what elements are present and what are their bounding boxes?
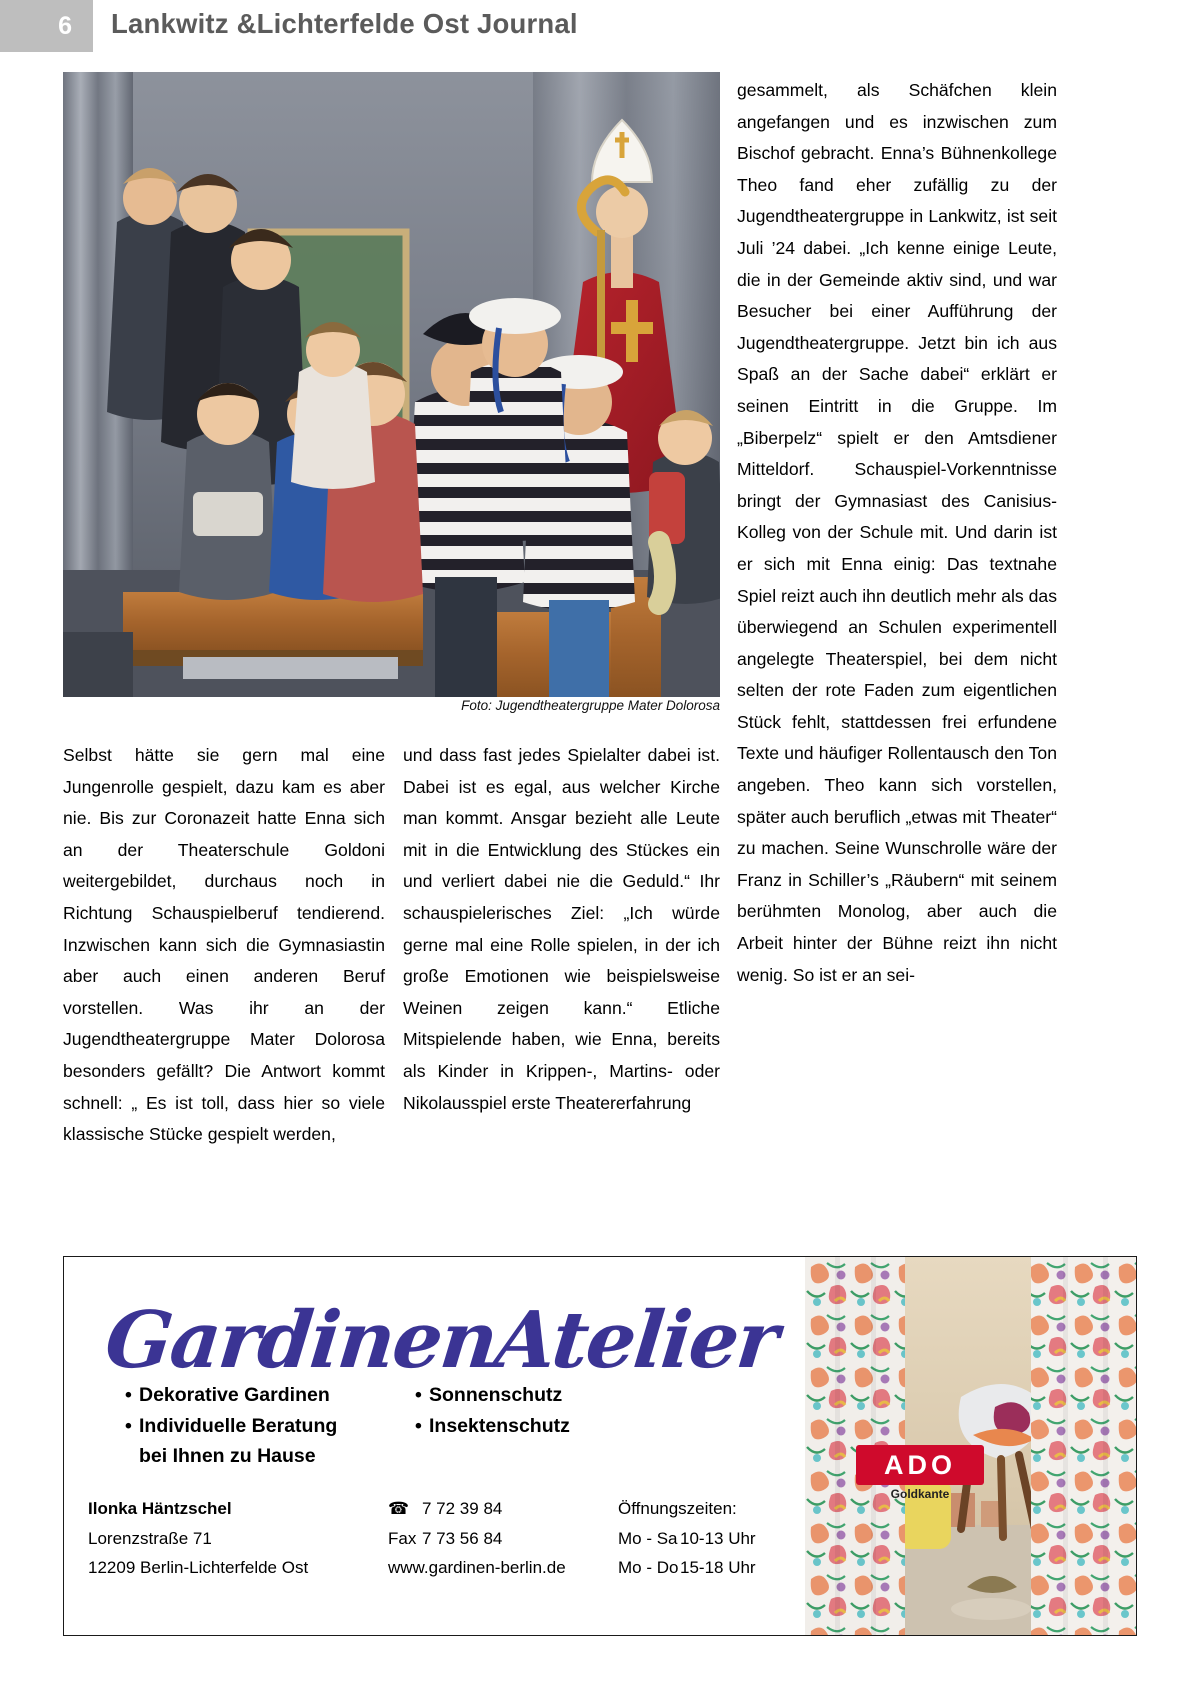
photo-illustration [63,72,720,697]
article-column-1 [63,740,385,1151]
ado-brand-tagline: Goldkante [890,1487,950,1501]
contact-street: Lorenzstraße 71 [88,1528,212,1548]
gardinen-atelier-logo-text: GardinenAtelier [101,1295,782,1386]
service-label: Sonnenschutz [429,1384,563,1406]
hours-days: Mo - Sa [618,1528,678,1548]
service-item [415,1380,645,1411]
service-label: Insektenschutz [429,1414,570,1437]
contact-name: Ilonka Häntzschel [88,1499,232,1518]
ado-brand-logo [856,1445,984,1505]
article-photo [63,72,720,697]
photo-caption: Foto: Jugendtheatergruppe Mater Dolorosa [461,698,720,713]
contact-website[interactable]: www.gardinen-berlin.de [388,1558,566,1577]
contact-fax-label: Fax [388,1528,417,1548]
hours-title: Öffnungszeiten: [618,1499,737,1518]
contact-phone-row [388,1494,618,1524]
contact-city: 12209 Berlin-Lichterfelde Ost [88,1558,309,1577]
hours-time: 15-18 Uhr [680,1558,756,1577]
bullet-dot-icon: • [415,1414,422,1437]
contact-phone: 7 72 39 84 [422,1499,503,1518]
service-label-continued: bei Ihnen zu Hause [139,1445,316,1467]
services-column-left [125,1380,390,1472]
ado-brand-name: ADO [856,1445,984,1485]
bullet-dot-icon: • [415,1384,422,1406]
masthead-title: Lankwitz &Lichterfelde Ost Journal [111,8,578,39]
bullet-dot-icon: • [125,1414,132,1437]
article-column-3 [737,75,1057,991]
contact-communication-block [388,1494,618,1583]
service-label: Individuelle Beratung [139,1414,338,1437]
article-column-1-text: Selbst hätte sie gern mal eine Jungenrolle gespielt, dazu kam es aber nie. Bis zur Coronazeit hatte Enna sich an der Theaterschule Goldoni weitergebildet, durchaus noch in Richtung Schauspielberuf tendierend. Inzwischen kann sich die Gymnasiastin aber auch einen anderen Beruf vorstellen. Was ihr an der Jugendtheatergruppe Mater Dolorosa besonders gefällt? Die Antwort kommt schnell: „ Es ist toll, dass hier so viele klassische Stücke gespielt werden, [63,745,385,1145]
contact-fax: 7 73 56 84 [422,1528,503,1548]
telephone-icon: ☎ [388,1499,410,1518]
page-header [0,0,1200,54]
contact-address-block [88,1494,388,1583]
article-column-3-text: gesammelt, als Schäfchen klein angefangen und es inzwischen zum Bischof gebracht. Enna’s Bühnenkollege Theo fand eher zufällig zu der Jugendtheatergruppe in Lankwitz, ist seit Juli ’24 dabei. „Ich kenne einige Leute, die in der Gemeinde aktiv sind, und war Besucher bei einer Aufführung der Jugendtheatergruppe. Jetzt bin ich aus Spaß an der Sache dabei“ erklärt er seinen Eintritt in die Gruppe. Im „Biberpelz“ spielt er den Amtsdiener Mitteldorf. Schauspiel-Vorkenntnisse bringt der Gymnasiast des Canisius-Kolleg von der Schule mit. Und darin ist er sich mit Enna einig: Das textnahe Spiel reizt auch ihn deutlich mehr als das überwiegend an Schulen experimentell angelegte Theaterspiel, bei dem nicht selten der rote Faden zum eigentlichen Stück fehlt, stattdessen frei erfundene Texte und häufiger Rollentausch den Ton angeben. Theo kann sich vorstellen, später auch beruflich „etwas mit Theater“ zu machen. Seine Wunschrolle wäre der Franz in Schiller’s „Räubern“ mit seinem berühmten Monolog, aber auch die Arbeit hinter der Bühne reizt ihn nicht wenig. So ist er an sei- [737,80,1057,985]
hours-days: Mo - Do [618,1558,679,1577]
services-column-right [415,1380,645,1441]
article-column-2 [403,740,720,1119]
hours-time: 10-13 Uhr [680,1528,756,1548]
article-column-2-text: und dass fast jedes Spielalter dabei ist. Dabei ist es egal, aus welcher Kirche man kommt. Ansgar bezieht alle Leute mit in die Entwicklung des Stückes ein und verliert dabei nie die Geduld.“ Ihr schauspielerisches Ziel: „Ich würde gerne mal eine Rolle spielen, in der ich große Emotionen wie beispielsweise Weinen zeigen kann.“ Etliche Mitspielende haben, wie Enna, bereits als Kinder in Krippen-, Martins- oder Nikolausspiel erste Theatererfahrung [403,745,720,1113]
service-label: Dekorative Gardinen [139,1384,330,1406]
service-item [125,1411,390,1442]
gardinen-atelier-logo [84,1279,782,1386]
page-number: 6 [58,11,72,40]
bullet-dot-icon: • [125,1384,132,1406]
service-item [415,1411,645,1442]
service-item [125,1380,390,1411]
contact-fax-row [388,1524,618,1554]
